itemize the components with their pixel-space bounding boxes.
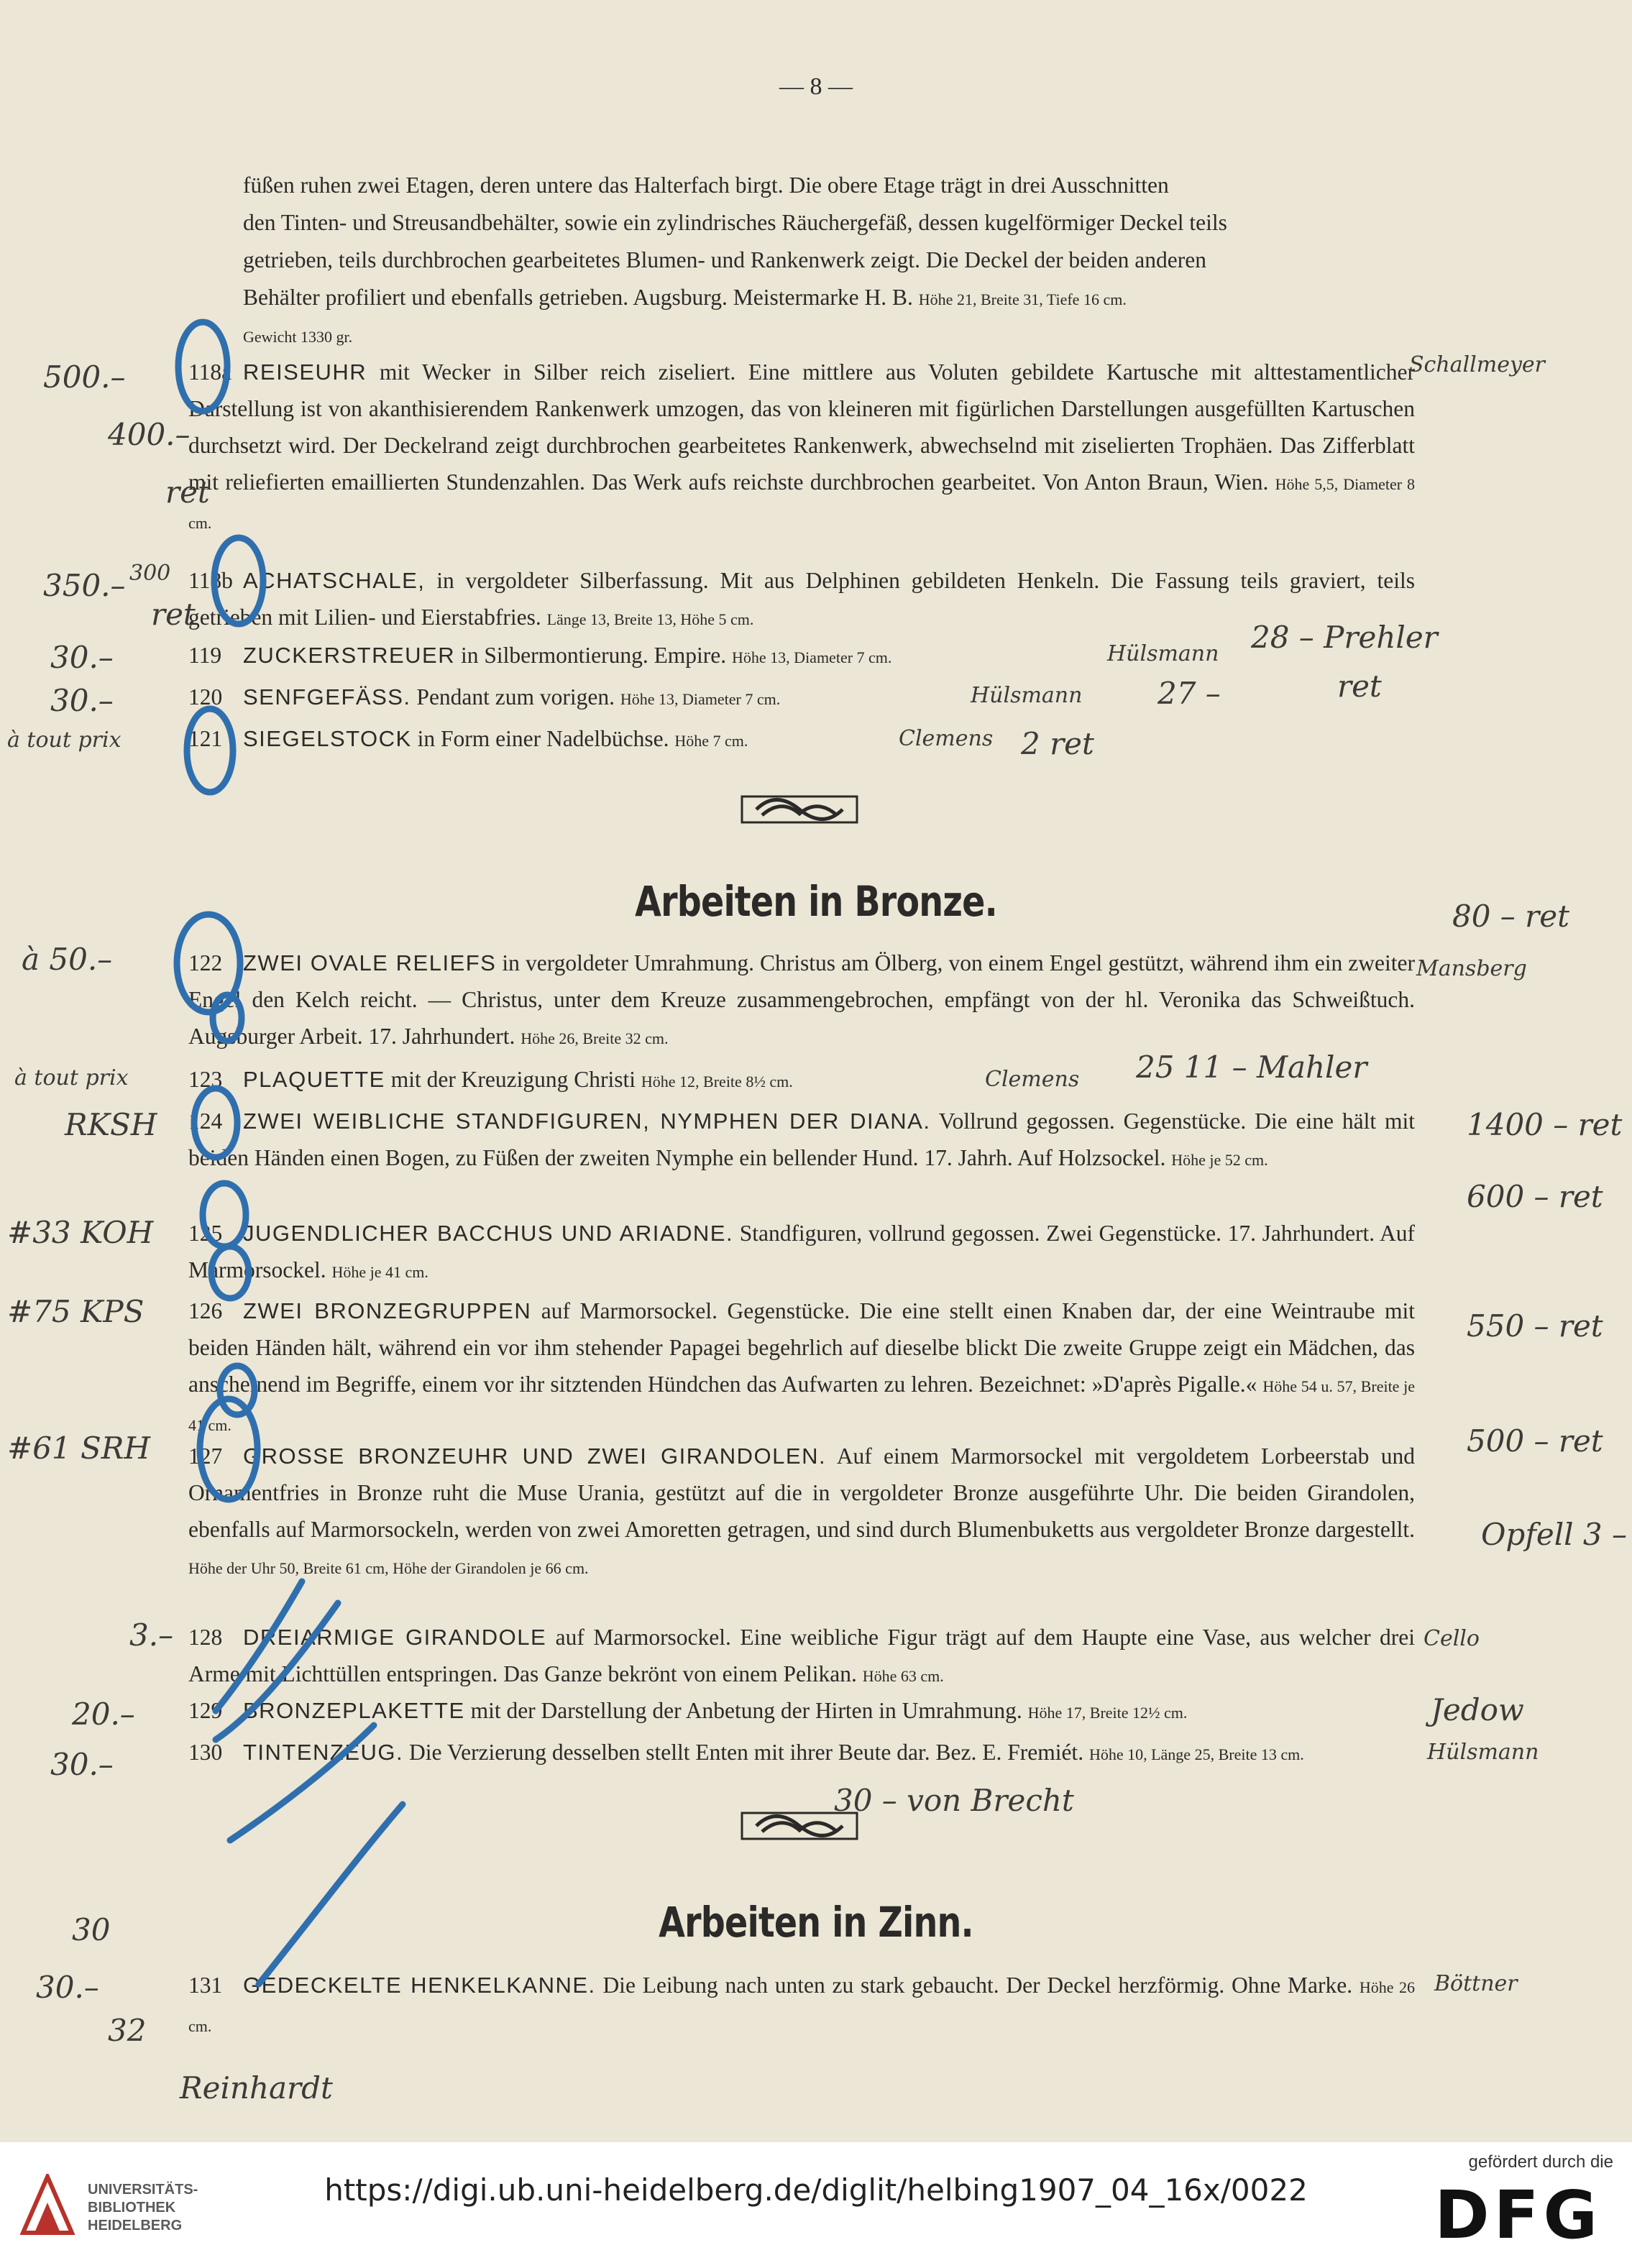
entry-text: in Form einer Nadelbüchse. [417, 726, 669, 751]
entry-text: Standfiguren, vollrund gegossen. Zwei Gegenstücke. 17. Jahrhundert. Auf Marmorsockel. [188, 1221, 1416, 1282]
intro-dims: Höhe 21, Breite 31, Tiefe 16 cm. [918, 290, 1127, 308]
handwritten-price: 350.– [43, 568, 126, 603]
entry-number: 129 [188, 1698, 223, 1723]
handwritten-price: 30.– [50, 640, 114, 675]
handwritten-price: 30.– [50, 683, 114, 718]
entry-text: auf Marmorsockel. Gegenstücke. Die eine stellt einen Knaben dar, der eine Weintraube mit beiden Händen hält, während ein vor ihm stehender Papagei begehrlich auf dieselbe blickt Die zweite Gruppe zeigt ein Mädchen, das anscheinend im Begriffe, einem vor ihr sitztenden Hündchen das Aufwarten zu lehren. Bezeichnet: »D'après Pigalle.« [188, 1298, 1415, 1397]
entry-title: ZWEI BRONZEGRUPPEN [243, 1298, 532, 1323]
handwritten-bid: 25 11 – Mahler [1136, 1050, 1367, 1085]
handwritten-bid: Opfell 3 – [1481, 1517, 1628, 1552]
entry-title: GEDECKELTE HENKELKANNE. [243, 1973, 596, 1998]
entry-dims: Höhe 12, Breite 8½ cm. [641, 1073, 793, 1091]
handwritten-note: à tout prix [7, 727, 122, 753]
catalog-entry-124 [188, 1103, 1415, 1178]
entry-number: 122 [188, 950, 223, 975]
handwritten-buyer: Jedow [1431, 1692, 1524, 1727]
section-heading-zinn: Arbeiten in Zinn. [659, 1898, 973, 1947]
handwritten-bid: 1400 – ret [1467, 1107, 1623, 1142]
entry-title: ZUCKERSTREUER [243, 643, 456, 668]
entry-number: 120 [188, 684, 223, 710]
intro-weight: Gewicht 1330 gr. [243, 328, 353, 346]
institution-name: UNIVERSITÄTS- BIBLIOTHEK HEIDELBERG [88, 2182, 198, 2233]
entry-title: BRONZEPLAKETTE [243, 1698, 465, 1723]
handwritten-bid: 500 – ret [1467, 1423, 1603, 1459]
handwritten-bid: 400.– [108, 417, 191, 452]
intro-line: getrieben, teils durchbrochen gearbeitetes Blumen- und Rankenwerk zeigt. Die Deckel der beiden anderen [243, 247, 1206, 272]
intro-line: den Tinten- und Streusandbehälter, sowie ein zylindrisches Räuchergefäß, dessen kugelförmiger Deckel teils [243, 210, 1227, 235]
entry-title: JUGENDLICHER BACCHUS UND ARIADNE. [243, 1221, 734, 1246]
catalog-entry-128 [188, 1619, 1415, 1694]
handwritten-bid: 300 [129, 561, 171, 586]
handwritten-note: à tout prix [14, 1065, 129, 1091]
entry-text: in vergoldeter Silberfassung. Mit aus Delphinen gebildeten Henkeln. Die Fassung teils graviert, teils getrieben mit Lilien- und Eierstabfries. [188, 568, 1416, 630]
entry-text: in vergoldeter Umrahmung. Christus am Ölberg, von einem Engel gestützt, während ihm ein zweiter Engel den Kelch reicht. — Christus, unter dem Kreuze zusammengebrochen, empfängt von der hl. Veronika das Schweißtuch. Augsburger Arbeit. 17. Jahrhundert. [188, 950, 1415, 1049]
handwritten-note: ret [1337, 669, 1382, 704]
handwritten-buyer: Mansberg [1416, 956, 1527, 981]
entry-number: 128 [188, 1625, 223, 1650]
catalog-entry-118a [188, 354, 1415, 541]
entry-dims: Höhe 63 cm. [862, 1667, 944, 1685]
handwritten-buyer: Cello [1424, 1626, 1480, 1651]
entry-text: Die Verzierung desselben stellt Enten mit ihrer Beute dar. Bez. E. Fremiét. [409, 1740, 1084, 1765]
entry-number: 126 [188, 1298, 223, 1323]
handwritten-bid: 2 ret [1021, 726, 1094, 761]
entry-dims: Höhe 10, Länge 25, Breite 13 cm. [1088, 1745, 1304, 1763]
entry-text: Die Leibung nach unten zu stark gebaucht. Der Deckel herzförmig. Ohne Marke. [602, 1973, 1353, 1998]
entry-number: 121 [188, 726, 223, 751]
catalog-entry-125 [188, 1215, 1415, 1290]
entry-title: REISEUHR [243, 359, 367, 385]
entry-title: GROSSE BRONZEUHR UND ZWEI GIRANDOLEN. [243, 1443, 827, 1469]
handwritten-price: 30 [72, 1912, 111, 1947]
handwritten-price: 500.– [43, 359, 126, 395]
entry-number: 125 [188, 1221, 223, 1246]
catalog-entry-118b [188, 562, 1415, 638]
funding-label: gefördert durch die [1468, 2152, 1613, 2172]
entry-dims: Höhe 5,5, Diameter 8 cm. [188, 475, 1416, 532]
entry-title: SIEGELSTOCK [243, 726, 412, 751]
catalog-entry-120 [188, 679, 1415, 717]
handwritten-bid: 32 [108, 2013, 147, 2048]
entry-text: Pendant zum vorigen. [416, 684, 615, 710]
entry-title: DREIARMIGE GIRANDOLE [243, 1625, 547, 1650]
catalog-entry-130 [188, 1734, 1415, 1773]
section-heading-bronze: Arbeiten in Bronze. [635, 877, 997, 926]
entry-text: mit der Kreuzigung Christi [390, 1067, 636, 1092]
catalog-entry-126 [188, 1293, 1415, 1443]
handwritten-note: ret [151, 597, 196, 632]
catalog-entry-119 [188, 637, 1415, 676]
handwritten-buyer: Clemens [985, 1067, 1080, 1092]
entry-title: ACHATSCHALE, [243, 568, 426, 593]
ornament-divider [741, 794, 858, 825]
entry-number: 127 [188, 1443, 223, 1469]
handwritten-buyer: Schallmeyer [1409, 352, 1545, 377]
catalog-entry-129 [188, 1692, 1415, 1731]
handwritten-price: à 50.– [22, 942, 113, 977]
catalog-entry-121 [188, 720, 1415, 759]
entry-number: 118b [188, 568, 233, 593]
entry-dims: Höhe 54 u. 57, Breite je 41 cm. [188, 1377, 1415, 1434]
source-url-link[interactable]: https://digi.ub.uni-heidelberg.de/diglit/helbing1907_04_16x/0022 [324, 2172, 1308, 2208]
handwritten-note: 30 – von Brecht [834, 1783, 1074, 1818]
handwritten-price: 30.– [50, 1747, 114, 1782]
entry-text: mit der Darstellung der Anbetung der Hirten in Umrahmung. [470, 1698, 1022, 1723]
entry-dims: Höhe 26, Breite 32 cm. [521, 1029, 669, 1047]
entry-dims: Höhe 13, Diameter 7 cm. [620, 690, 781, 708]
entry-dims: Höhe 13, Diameter 7 cm. [732, 648, 892, 666]
dfg-logo: DFG [1434, 2177, 1602, 2254]
entry-text: mit Wecker in Silber reich ziseliert. Eine mittlere aus Voluten gebildete Kartusche mit alttestamentlicher Darstellung ist von akanthisierendem Rankenwerk umzogen, das von kleineren mit figürlichen Darstellungen ausgefüllten Kartuschen durchsetzt wird. Der Deckelrand zeigt durchbrochen gearbeitetes Rankenwerk, abwechselnd mit ziselierten Trophäen. Das Zifferblatt mit reliefierten emaillierten Stundenzahlen. Das Werk aufs reichste durchbrochen gearbeitet. Von Anton Braun, Wien. [188, 359, 1415, 495]
entry-title: ZWEI WEIBLICHE STANDFIGUREN, NYMPHEN DER DIANA. [243, 1108, 931, 1134]
entry-title: PLAQUETTE [243, 1067, 385, 1092]
handwritten-bid: 80 – ret [1452, 899, 1569, 934]
handwritten-price: 20.– [72, 1697, 135, 1732]
handwritten-code: #33 KOH [7, 1215, 154, 1250]
entry-number: 131 [188, 1973, 223, 1998]
handwritten-bid: 28 – Prehler [1251, 620, 1438, 655]
handwritten-price: 30.– [36, 1970, 99, 2005]
handwritten-bid: 550 – ret [1467, 1308, 1603, 1344]
entry-number: 123 [188, 1067, 223, 1092]
intro-paragraph [243, 167, 1415, 356]
intro-line: füßen ruhen zwei Etagen, deren untere das Halterfach birgt. Die obere Etage trägt in drei Ausschnitten [243, 173, 1169, 198]
handwritten-buyer: Reinhardt [180, 2070, 333, 2106]
catalog-entry-131 [188, 1967, 1415, 2044]
entry-title: ZWEI OVALE RELIEFS [243, 950, 497, 975]
handwritten-code: #61 SRH [7, 1431, 151, 1466]
handwritten-code: RKSH [65, 1107, 157, 1142]
catalog-entry-127 [188, 1438, 1415, 1587]
handwritten-buyer: Clemens [899, 726, 994, 751]
catalog-entry-122 [188, 945, 1415, 1057]
entry-text: in Silbermontierung. Empire. [460, 643, 727, 668]
handwritten-buyer: Hülsmann [971, 683, 1083, 708]
entry-number: 130 [188, 1740, 223, 1765]
entry-number: 118a [188, 359, 232, 385]
entry-dims: Höhe 26 cm. [188, 1978, 1415, 2035]
blue-stroke-mark [259, 1804, 403, 1984]
entry-title: SENFGEFÄSS. [243, 684, 411, 710]
entry-text: auf Marmorsockel. Eine weibliche Figur trägt auf dem Haupte eine Vase, aus welcher drei Arme mit Lichttüllen entspringen. Das Ganze bekrönt von einem Pelikan. [188, 1625, 1416, 1686]
handwritten-code: #75 KPS [7, 1294, 145, 1329]
entry-text: Vollrund gegossen. Gegenstücke. Die eine hält mit beiden Händen einen Bogen, zu Füßen der zweiten Nymphe ein bellender Hund. 17. Jahrh. Auf Holzsockel. [188, 1108, 1415, 1170]
entry-dims: Höhe der Uhr 50, Breite 61 cm, Höhe der Girandolen je 66 cm. [188, 1559, 589, 1577]
entry-dims: Höhe 17, Breite 12½ cm. [1027, 1704, 1188, 1722]
entry-dims: Höhe 7 cm. [674, 732, 748, 750]
handwritten-buyer: Böttner [1434, 1971, 1518, 1996]
handwritten-bid: 600 – ret [1467, 1179, 1603, 1214]
handwritten-price: 3.– [129, 1617, 174, 1653]
digitization-footer [0, 2142, 1632, 2268]
page-number: — 8 — [779, 73, 853, 100]
entry-text: Auf einem Marmorsockel mit vergoldetem Lorbeerstab und Ornamentfries in Bronze ruht die Muse Urania, gestützt auf die in vergoldeter Bronze ausgeführte Uhr. Die beiden Girandolen, ebenfalls auf Marmorsockeln, werden von zwei Amoretten getragen, und sind durch Blumenbuketts aus vergoldeter Bronze dargestellt. [188, 1443, 1415, 1542]
entry-title: TINTENZEUG. [243, 1740, 404, 1765]
intro-line: Behälter profiliert und ebenfalls getrieben. Augsburg. Meistermarke H. B. Höhe 21, Breite 31, Tiefe 16 cm. [243, 285, 1127, 310]
handwritten-buyer: Hülsmann [1427, 1740, 1539, 1765]
entry-number: 124 [188, 1108, 223, 1134]
handwritten-bid: 27 – [1157, 676, 1221, 711]
entry-number: 119 [188, 643, 222, 668]
entry-dims: Höhe je 41 cm. [331, 1263, 428, 1281]
entry-dims: Höhe je 52 cm. [1171, 1151, 1268, 1169]
entry-dims: Länge 13, Breite 13, Höhe 5 cm. [546, 610, 754, 628]
handwritten-buyer: Hülsmann [1107, 641, 1219, 666]
handwritten-note: ret [165, 474, 210, 510]
